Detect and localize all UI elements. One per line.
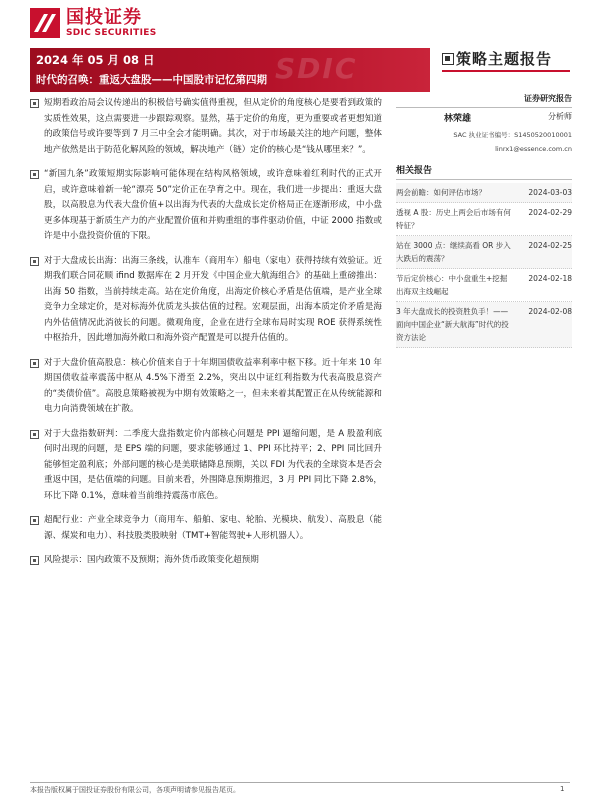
related-reports-list: [396, 183, 572, 348]
summary-paragraph: [30, 513, 382, 544]
summary-paragraph-text: “新国九条”政策短期实际影响可能体现在结构风格领域，或许意味着红利时代的正式开启，或许意味着新一轮“漂亮 50”定价正在孕育之中。现在，我们进一步提出：重返大盘股，以高股息为代表大盘价值+以出海为代表的大盘成长定价格局正在逐渐形成，中小盘更多体现基于新质生产力的产业配置价值和并购重组的事件驱动价值，中证 2000 指数或许是中小盘投资价值的下限。: [44, 169, 382, 241]
report-type-divider: [442, 70, 570, 72]
summary-paragraph: [30, 356, 382, 418]
banner-watermark: SDIC: [275, 52, 358, 85]
related-report-title: 节后定价核心：中小盘重生+挖掘出海双主线崛起: [396, 274, 508, 296]
related-report-date: 2024-02-08: [528, 307, 572, 316]
bullet-icon: [30, 556, 39, 565]
analyst-email[interactable]: linrx1@essence.com.cn: [495, 145, 572, 153]
related-report-item[interactable]: [396, 236, 572, 269]
related-report-title: 透视 A 股：历史上两会后市场有何特征？: [396, 208, 511, 230]
logo-english-name: SDIC SECURITIES: [66, 28, 157, 38]
related-report-item[interactable]: [396, 183, 572, 203]
bullet-icon: [30, 170, 39, 179]
analyst-title: 分析师: [548, 112, 572, 121]
footer-disclaimer: 本报告版权属于国投证券股份有限公司，各项声明请参见报告尾页。: [30, 786, 240, 794]
summary-paragraph-text: 短期看政治局会议传递出的积极信号确实值得重视，但从定价的角度核心是要看到政策的实质性效果，这点需要进一步跟踪观察。显然，基于定价的角度，更为重要或者更想知道的政策信号或许要等到 7 月三中全会才能明确。其次，对于市场最关注的地产问题，整体地产依然是出于防范化解风险的领域，解决地产（链）定价的核心是“钱从哪里来？”。: [44, 98, 382, 155]
analyst-certificate: SAC 执业证书编号：S1450520010001: [453, 131, 572, 139]
sidebar-divider: [396, 179, 572, 180]
bullet-icon: [30, 99, 39, 108]
related-report-item[interactable]: [396, 203, 572, 236]
report-category: 证券研究报告: [524, 94, 572, 103]
bullet-icon: [30, 430, 39, 439]
related-report-item[interactable]: [396, 269, 572, 302]
related-report-date: 2024-02-18: [528, 274, 572, 283]
related-report-date: 2024-03-03: [528, 188, 572, 197]
related-report-title: 3 年大盘成长的投资胜负手！——面向中国企业“新大航海”时代的投资方法论: [396, 307, 509, 342]
risk-warning: [30, 553, 382, 569]
related-report-title: 两会前瞻：如何评估市场？: [396, 188, 486, 197]
footer-divider: [30, 782, 570, 783]
report-summary: [30, 96, 382, 578]
summary-paragraph-text: 超配行业：产业全球竞争力（商用车、船舶、家电、轮胎、光模块、航发）、高股息（能源、煤炭和电力）、科技股类股映射（TMT+智能驾驶+人形机器人）。: [44, 515, 382, 541]
report-title: 时代的召唤：重返大盘股——中国股市记忆第四期: [36, 74, 267, 86]
page-number: 1: [560, 785, 565, 793]
summary-paragraph: [30, 254, 382, 347]
bullet-icon: [30, 257, 39, 266]
summary-paragraph-text: 对于大盘价值高股息：核心价值来自于十年期国债收益率利率中枢下移。近十年来 10 年期国债收益率震荡中枢从 4.5%下滑至 2.2%，突出以中证红利指数为代表高股息资产的“类债价值”。高股息策略被视为中期有效策略之一，但未来着其配置正在从传统能源和电力向消费领域在扩散。: [44, 357, 382, 414]
summary-paragraph: [30, 427, 382, 505]
related-report-item[interactable]: [396, 302, 572, 348]
logo-chinese-name: 国投证券: [66, 7, 142, 28]
summary-paragraph: [30, 167, 382, 245]
report-type-label: 策略主题报告: [456, 50, 553, 68]
summary-paragraph-text: 对于大盘指数研判：二季度大盘指数定价内部核心问题是 PPI 逼缩问题，是 A 股盈利底何时出现的问题，是 EPS 端的问题，要求能够通过 1、PPI 环比持平；2、PPI 同比回升能够恒定盈利底；外部问题的核心是美联储降息预期，关以 FDI 为代表的全球资本是否会重返中国，是估值端的问题。目前来看，外围降息预期推迟，3 月 PPI 同比下降 2.8%，环比下降 0.1%，意味着当前维持震荡市底色。: [44, 428, 382, 501]
sidebar: [396, 93, 572, 348]
analyst-info: [396, 111, 572, 124]
related-reports-heading: 相关报告: [396, 166, 433, 176]
related-report-title: 站在 3000 点：继续高看 OR 步入大跌后的震荡？: [396, 241, 511, 263]
bullet-icon: [30, 516, 39, 525]
summary-paragraph: [30, 96, 382, 158]
company-logo: [30, 8, 156, 39]
title-banner: [30, 48, 430, 92]
related-report-date: 2024-02-25: [528, 241, 572, 250]
sidebar-divider: [396, 107, 572, 108]
analyst-name: 林荣雄: [444, 114, 472, 124]
report-date: 2024 年 05 月 08 日: [36, 53, 155, 67]
report-type-icon: [442, 53, 454, 65]
report-type: [442, 48, 552, 69]
sdic-logo-icon: [30, 8, 60, 38]
related-report-date: 2024-02-29: [528, 208, 572, 217]
summary-paragraph-text: 对于大盘成长出海：出海三条线，认准车（商用车）船电（家电）获得持续有效验证。近期我们联合同花顺 ifind 数据库在 2 月开发《中国企业大航海组合》的基础上重磅推出：出海 50 指数，当前持续走高。站在定价角度，出海定价核心矛盾是估值端，是产业全球竞争力全球定价，是对标海外优质龙头拔估值的过程。宏观层面，出海本质定价矛盾是海内外估值情况此消彼长的问题。微观角度，企业在进行全球布局时实现 ROE 获得系统性中枢抬升，因此增加海外敞口和海外资产配置是可以提升估值的。: [44, 255, 382, 343]
bullet-icon: [30, 359, 39, 368]
risk-warning-text: 风险提示：国内政策不及预期；海外货币政策变化超预期: [44, 555, 259, 565]
